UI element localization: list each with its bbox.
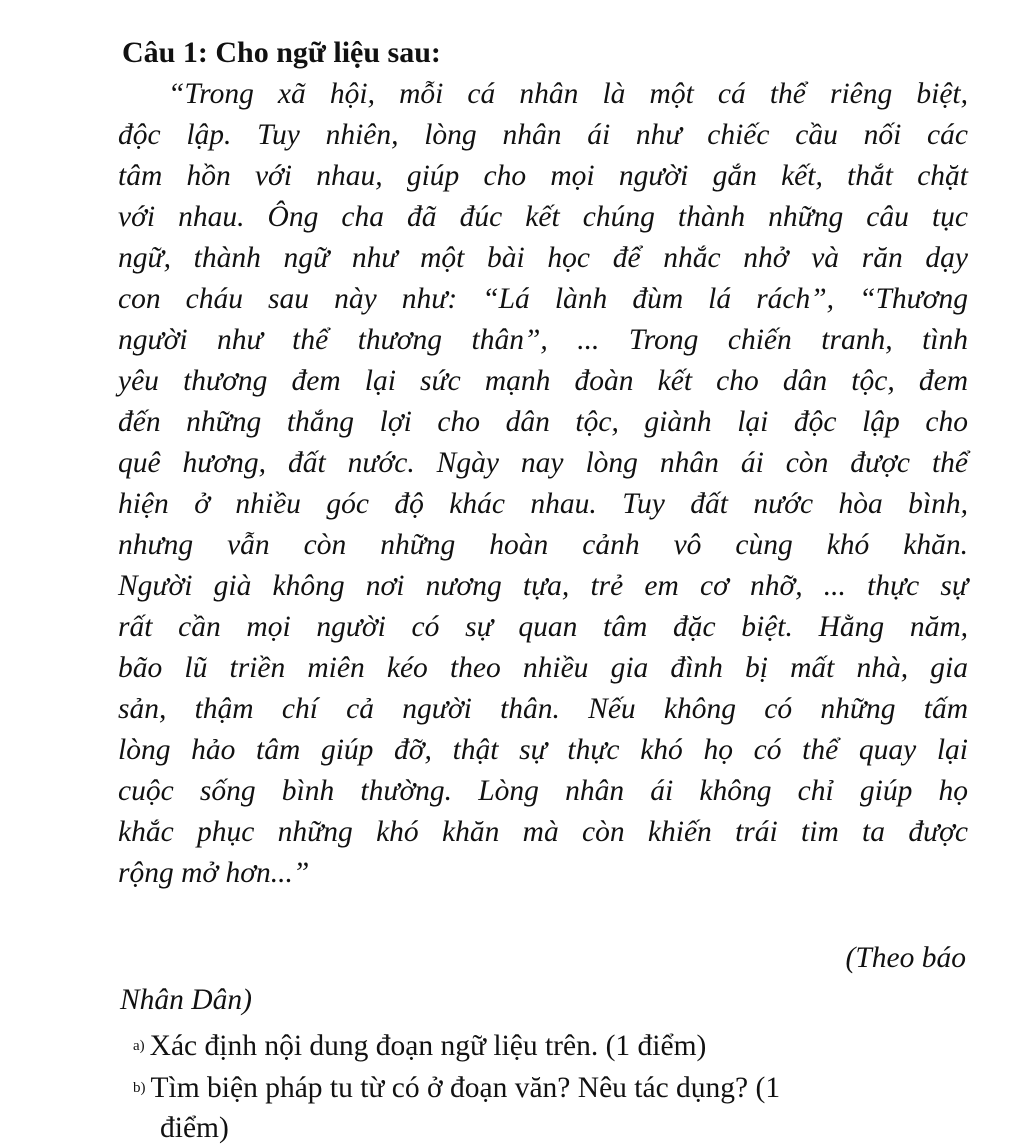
question-a <box>133 1026 706 1068</box>
passage-line: rộng mở hơn...” <box>118 857 310 889</box>
passage-line: quê hương, đất nước. Ngày nay lòng nhân ái còn được thể <box>118 447 968 479</box>
question-b-text-continued: điểm) <box>160 1112 229 1144</box>
passage-line: đến những thắng lợi cho dân tộc, giành lại độc lập cho <box>118 406 968 438</box>
passage-line: con cháu sau này như: “Lá lành đùm lá rách”, “Thương <box>118 283 968 315</box>
passage-line: lòng hảo tâm giúp đỡ, thật sự thực khó họ có thể quay lại <box>118 734 968 766</box>
passage-line: “Trong xã hội, mỗi cá nhân là một cá thể riêng biệt, <box>168 78 968 110</box>
excerpt-passage <box>118 74 968 894</box>
passage-line: khắc phục những khó khăn mà còn khiến trái tim ta được <box>118 816 968 848</box>
passage-line: người như thể thương thân”, ... Trong chiến tranh, tình <box>118 324 968 356</box>
question-b-marker: b) <box>133 1080 146 1097</box>
passage-line: Người già không nơi nương tựa, trẻ em cơ nhỡ, ... thực sự <box>118 570 968 602</box>
source-citation-part2: Nhân Dân) <box>120 984 252 1016</box>
question-b <box>133 1068 780 1110</box>
source-citation-part1: (Theo báo <box>845 942 966 974</box>
passage-line: hiện ở nhiều góc độ khác nhau. Tuy đất nước hòa bình, <box>118 488 968 520</box>
passage-line: tâm hồn với nhau, giúp cho mọi người gắn kết, thắt chặt <box>118 160 968 192</box>
question-b-text: Tìm biện pháp tu từ có ở đoạn văn? Nêu tác dụng? (1 <box>150 1072 781 1104</box>
passage-line: với nhau. Ông cha đã đúc kết chúng thành những câu tục <box>118 201 968 233</box>
passage-line: sản, thậm chí cả người thân. Nếu không có những tấm <box>118 693 968 725</box>
passage-line: rất cần mọi người có sự quan tâm đặc biệt. Hằng năm, <box>118 611 968 643</box>
passage-line: ngữ, thành ngữ như một bài học để nhắc nhở và răn dạy <box>118 242 968 274</box>
question-heading: Câu 1: Cho ngữ liệu sau: <box>122 36 441 69</box>
passage-line: yêu thương đem lại sức mạnh đoàn kết cho dân tộc, đem <box>118 365 968 397</box>
passage-line: cuộc sống bình thường. Lòng nhân ái không chỉ giúp họ <box>118 775 968 807</box>
passage-line: độc lập. Tuy nhiên, lòng nhân ái như chiếc cầu nối các <box>118 119 968 151</box>
question-a-text: Xác định nội dung đoạn ngữ liệu trên. (1 điểm) <box>149 1030 707 1062</box>
question-a-marker: a) <box>133 1038 145 1055</box>
passage-line: bão lũ triền miên kéo theo nhiều gia đình bị mất nhà, gia <box>118 652 968 684</box>
passage-line: nhưng vẫn còn những hoàn cảnh vô cùng khó khăn. <box>118 529 968 561</box>
